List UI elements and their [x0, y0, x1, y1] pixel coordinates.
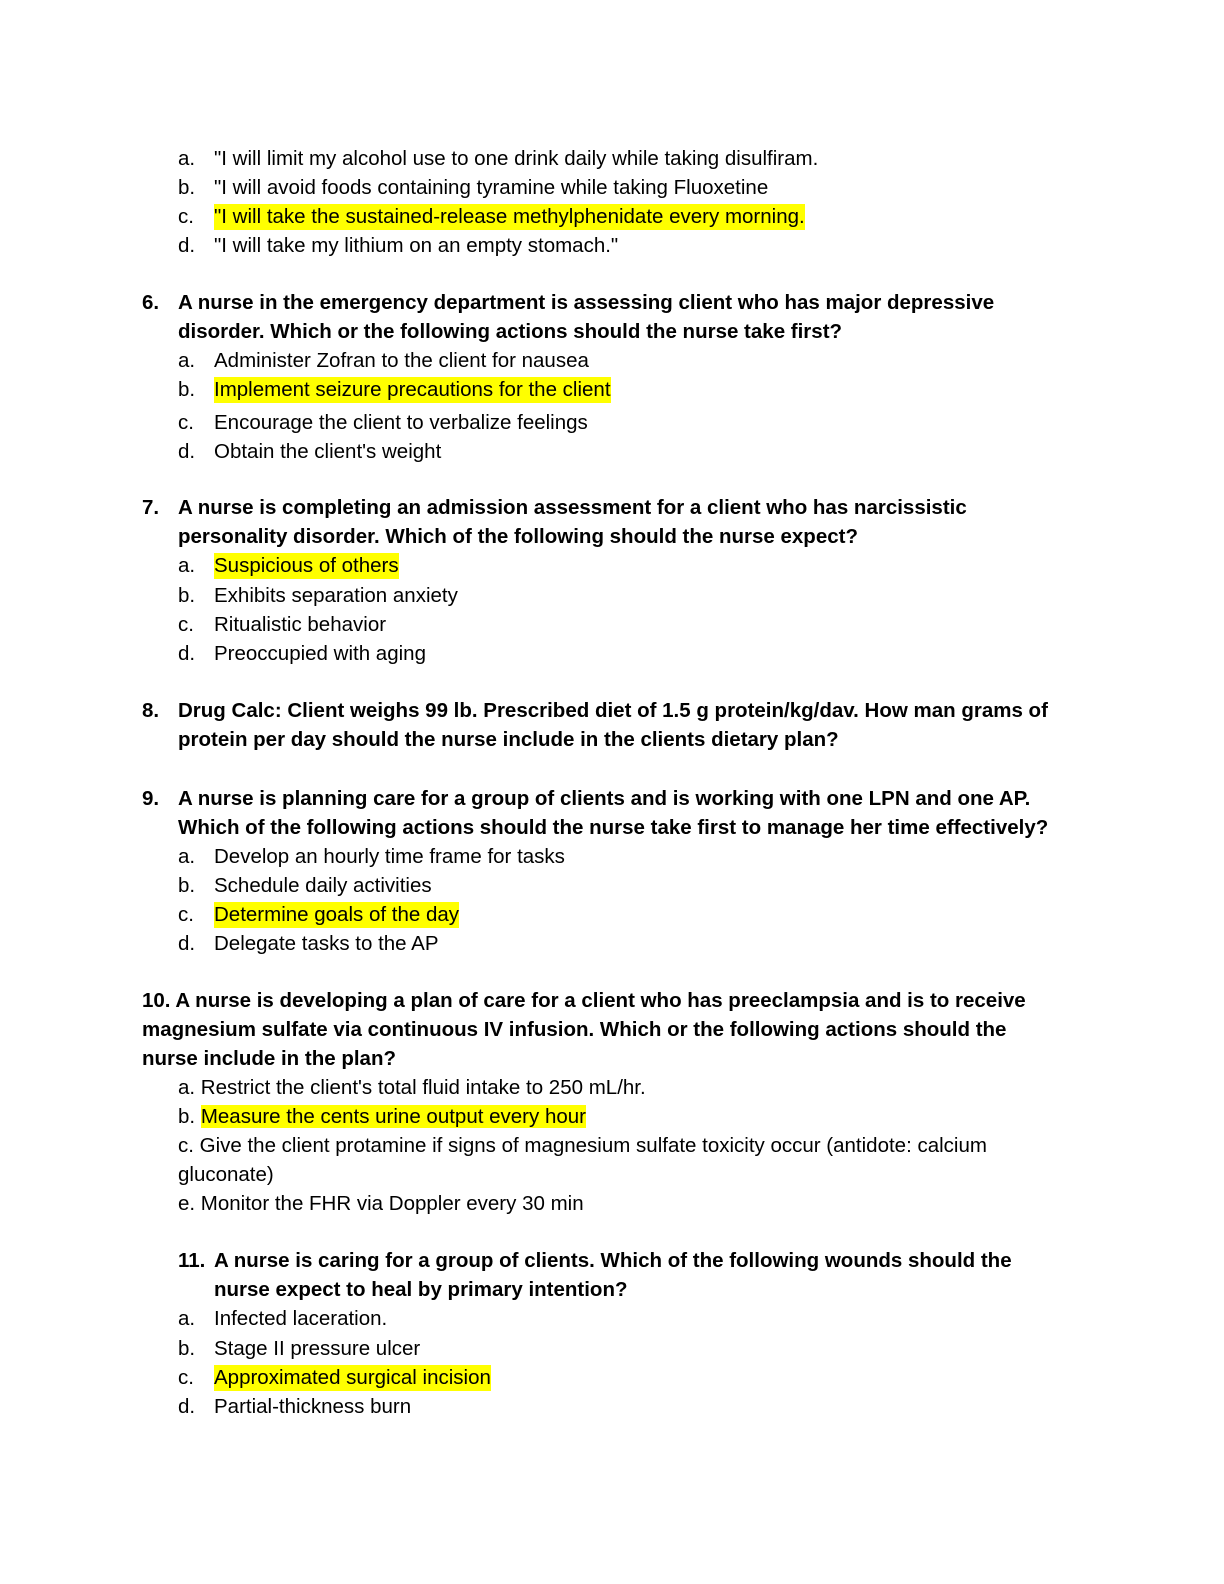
option-text: Partial-thickness burn	[214, 1395, 412, 1418]
question-number: 11.	[178, 1249, 206, 1272]
q9-question	[142, 786, 1031, 812]
question-text-line-1: Drug Calc: Client weighs 99 lb. Prescribed diet of 1.5 g protein/kg/dav. How man grams of	[178, 699, 1048, 722]
option-letter: b.	[178, 584, 196, 607]
q7-option-c	[178, 612, 387, 638]
q11-option-d	[178, 1394, 412, 1420]
q5-option-b	[178, 175, 769, 201]
q6-option-b	[178, 377, 611, 403]
q10-question-line-3: nurse include in the plan?	[142, 1047, 396, 1070]
option-text: Develop an hourly time frame for tasks	[214, 845, 565, 868]
q11-option-c	[178, 1365, 491, 1391]
q5-option-d	[178, 233, 619, 259]
q7-question	[142, 495, 967, 521]
option-letter: d.	[178, 932, 196, 955]
highlighted-answer: Determine goals of the day	[214, 903, 459, 926]
option-letter: c.	[178, 903, 194, 926]
q6-option-a	[178, 348, 589, 374]
question-text-line-2: personality disorder. Which of the following should the nurse expect?	[178, 525, 858, 548]
option-letter: a.	[178, 845, 196, 868]
q5-option-c	[178, 204, 805, 230]
q9-option-a	[178, 844, 565, 870]
question-number: 8.	[142, 699, 160, 722]
q10-option-c-line-1: c. Give the client protamine if signs of magnesium sulfate toxicity occur (antidote: calcium	[178, 1134, 987, 1157]
q10-option-e: e. Monitor the FHR via Doppler every 30 min	[178, 1192, 584, 1215]
option-text: "I will take my lithium on an empty stomach."	[214, 234, 619, 257]
question-number: 7.	[142, 496, 160, 519]
q8-question	[142, 698, 1048, 724]
option-letter: a.	[178, 147, 196, 170]
highlighted-answer: Suspicious of others	[214, 554, 399, 577]
question-text-line-2: protein per day should the nurse include in the clients dietary plan?	[178, 728, 839, 751]
option-letter: a.	[178, 1307, 196, 1330]
q5-option-a	[178, 146, 819, 172]
question-number: 9.	[142, 787, 160, 810]
option-text: Administer Zofran to the client for nausea	[214, 349, 589, 372]
option-letter: b.	[178, 1105, 196, 1128]
question-text-line-1: A nurse is planning care for a group of clients and is working with one LPN and one AP.	[178, 787, 1031, 810]
q7-option-d	[178, 641, 426, 667]
q10-option-c-line-2: gluconate)	[178, 1163, 274, 1186]
question-text-line-2: Which of the following actions should the nurse take first to manage her time effectively?	[178, 816, 1049, 839]
option-text: Infected laceration.	[214, 1307, 388, 1330]
option-letter: c.	[178, 411, 194, 434]
q10-option-a: a. Restrict the client's total fluid intake to 250 mL/hr.	[178, 1076, 646, 1099]
q6-option-d	[178, 439, 442, 465]
q6-question	[142, 290, 995, 316]
option-letter: d.	[178, 642, 196, 665]
q10-question-line-1: 10. A nurse is developing a plan of care for a client who has preeclampsia and is to receive	[142, 989, 1026, 1012]
q6-option-c	[178, 410, 588, 436]
option-letter: d.	[178, 440, 196, 463]
highlighted-answer: "I will take the sustained-release methylphenidate every morning.	[214, 205, 805, 228]
option-text: Delegate tasks to the AP	[214, 932, 439, 955]
option-text: Ritualistic behavior	[214, 613, 387, 636]
option-text: Obtain the client's weight	[214, 440, 442, 463]
q11-option-b	[178, 1336, 421, 1362]
q9-option-c	[178, 902, 459, 928]
highlighted-answer: Approximated surgical incision	[214, 1366, 491, 1389]
question-text-line-2: nurse expect to heal by primary intention?	[214, 1278, 628, 1301]
highlighted-answer: Implement seizure precautions for the client	[214, 378, 611, 401]
option-letter: a.	[178, 554, 196, 577]
q7-option-a	[178, 553, 399, 579]
option-text: Exhibits separation anxiety	[214, 584, 458, 607]
option-letter: a.	[178, 349, 196, 372]
question-text-line-2: disorder. Which or the following actions should the nurse take first?	[178, 320, 843, 343]
option-letter: d.	[178, 234, 196, 257]
q10-question-line-2: magnesium sulfate via continuous IV infusion. Which or the following actions should the	[142, 1018, 1007, 1041]
option-letter: c.	[178, 205, 194, 228]
q10-option-b	[178, 1104, 586, 1130]
q11-question	[178, 1248, 1012, 1274]
option-text: Schedule daily activities	[214, 874, 432, 897]
q11-option-a	[178, 1306, 388, 1332]
option-letter: b.	[178, 874, 196, 897]
q9-option-d	[178, 931, 439, 957]
question-text-line-1: A nurse is caring for a group of clients. Which of the following wounds should the	[214, 1249, 1012, 1272]
question-number: 6.	[142, 291, 160, 314]
q9-option-b	[178, 873, 432, 899]
question-text-line-1: A nurse is completing an admission assessment for a client who has narcissistic	[178, 496, 967, 519]
question-text-line-1: A nurse in the emergency department is assessing client who has major depressive	[178, 291, 995, 314]
option-letter: c.	[178, 613, 194, 636]
option-text: Preoccupied with aging	[214, 642, 426, 665]
option-letter: b.	[178, 378, 196, 401]
option-text: "I will limit my alcohol use to one drink daily while taking disulfiram.	[214, 147, 819, 170]
option-letter: d.	[178, 1395, 196, 1418]
option-text: Stage II pressure ulcer	[214, 1337, 421, 1360]
highlighted-answer: Measure the cents urine output every hour	[200, 1105, 586, 1128]
option-letter: c.	[178, 1366, 194, 1389]
option-text: Encourage the client to verbalize feelings	[214, 411, 588, 434]
option-text: "I will avoid foods containing tyramine while taking Fluoxetine	[214, 176, 769, 199]
option-letter: b.	[178, 176, 196, 199]
q7-option-b	[178, 583, 458, 609]
option-letter: b.	[178, 1337, 196, 1360]
